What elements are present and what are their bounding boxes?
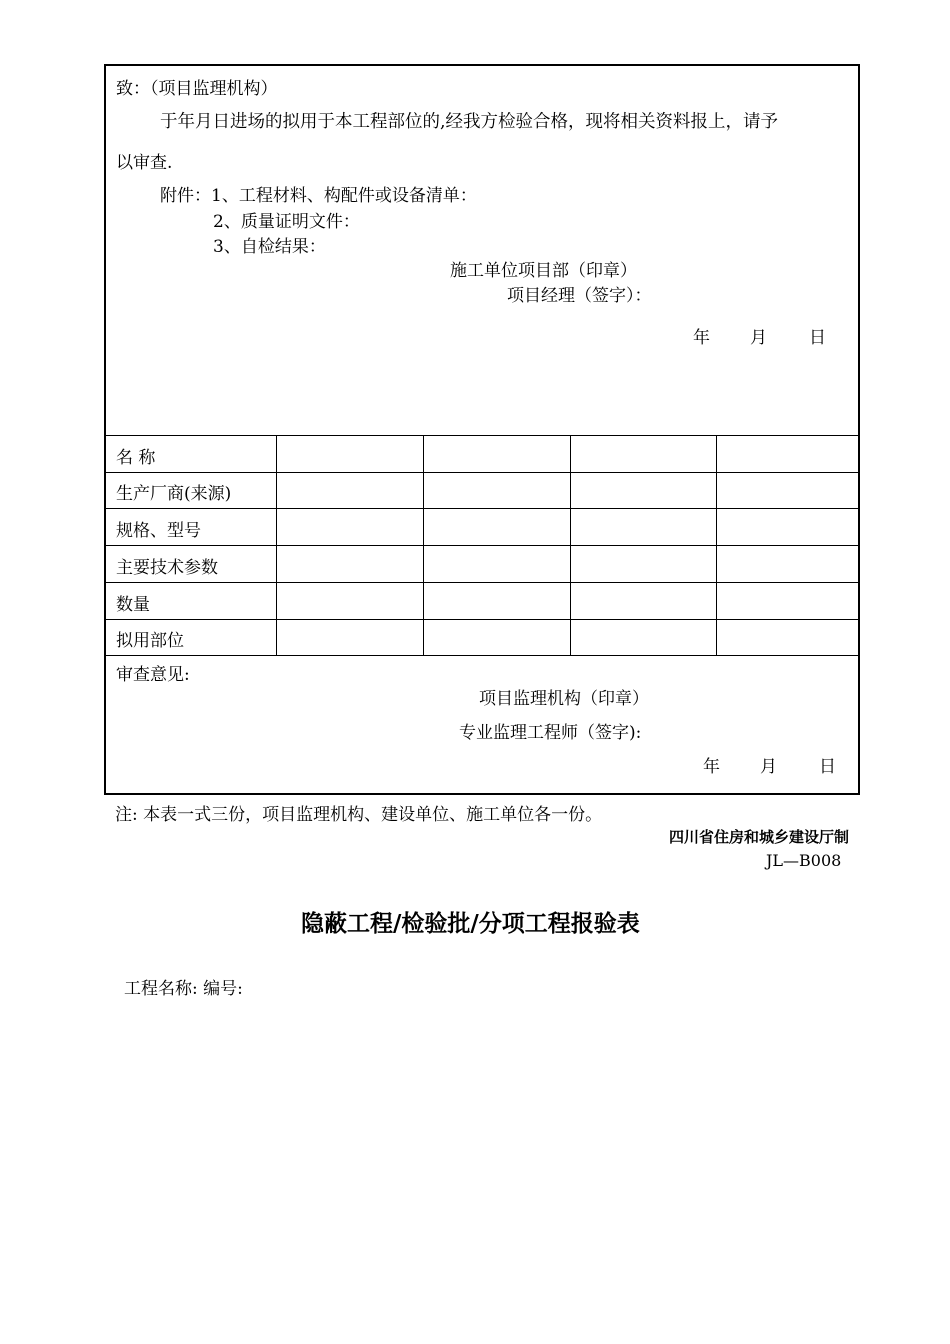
issuer: 四川省住房和城乡建设厅制 <box>669 828 850 846</box>
project-manager-signature-label: 项目经理（签字）： <box>507 286 652 306</box>
footer-note: 注: 本表一式三份，项目监理机构、建设单位、施工单位各一份。 <box>115 805 603 825</box>
next-form-title: 隐蔽工程/检验批/分项工程报验表 <box>301 911 640 937</box>
row-divider <box>106 619 858 620</box>
row-divider <box>106 508 858 509</box>
column-divider <box>570 435 571 655</box>
review-opinion-title: 审查意见: <box>116 665 190 685</box>
row-divider <box>106 545 858 546</box>
attachment-2: 2、质量证明文件： <box>213 212 360 232</box>
addressee: 致：（项目监理机构） <box>116 79 278 99</box>
body-line-2: 以审查. <box>116 153 173 173</box>
row-label-intended-location: 拟用部位 <box>116 631 184 651</box>
column-divider <box>276 435 277 655</box>
review-date-year: 年 <box>703 757 720 777</box>
column-divider <box>423 435 424 655</box>
supervision-stamp-label: 项目监理机构（印章） <box>479 689 649 709</box>
form-code: JL—B008 <box>766 851 842 870</box>
project-name-line: 工程名称: 编号: <box>124 979 243 999</box>
body-line-1: 于年月日进场的拟用于本工程部位的,经我方检验合格，现将相关资料报上，请予 <box>160 112 779 132</box>
table-bottom-border <box>106 655 858 656</box>
material-inspection-form <box>104 64 860 795</box>
review-date-month: 月 <box>760 757 777 777</box>
review-date-day: 日 <box>819 757 836 777</box>
row-label-tech-params: 主要技术参数 <box>116 558 218 578</box>
date-day: 日 <box>809 328 826 348</box>
attachment-1: 附件：1、工程材料、构配件或设备清单： <box>160 186 477 206</box>
row-divider <box>106 472 858 473</box>
date-month: 月 <box>750 328 767 348</box>
row-divider <box>106 582 858 583</box>
row-label-name: 名 称 <box>116 448 156 468</box>
column-divider <box>716 435 717 655</box>
row-label-manufacturer: 生产厂商(来源) <box>116 484 232 504</box>
table-top-border <box>106 435 858 436</box>
date-year: 年 <box>693 328 710 348</box>
attachment-3: 3、自检结果： <box>213 237 326 257</box>
supervising-engineer-signature-label: 专业监理工程师（签字): <box>459 723 642 743</box>
contractor-stamp-label: 施工单位项目部（印章） <box>450 261 637 281</box>
row-label-spec-model: 规格、型号 <box>116 521 201 541</box>
row-label-quantity: 数量 <box>116 595 150 615</box>
